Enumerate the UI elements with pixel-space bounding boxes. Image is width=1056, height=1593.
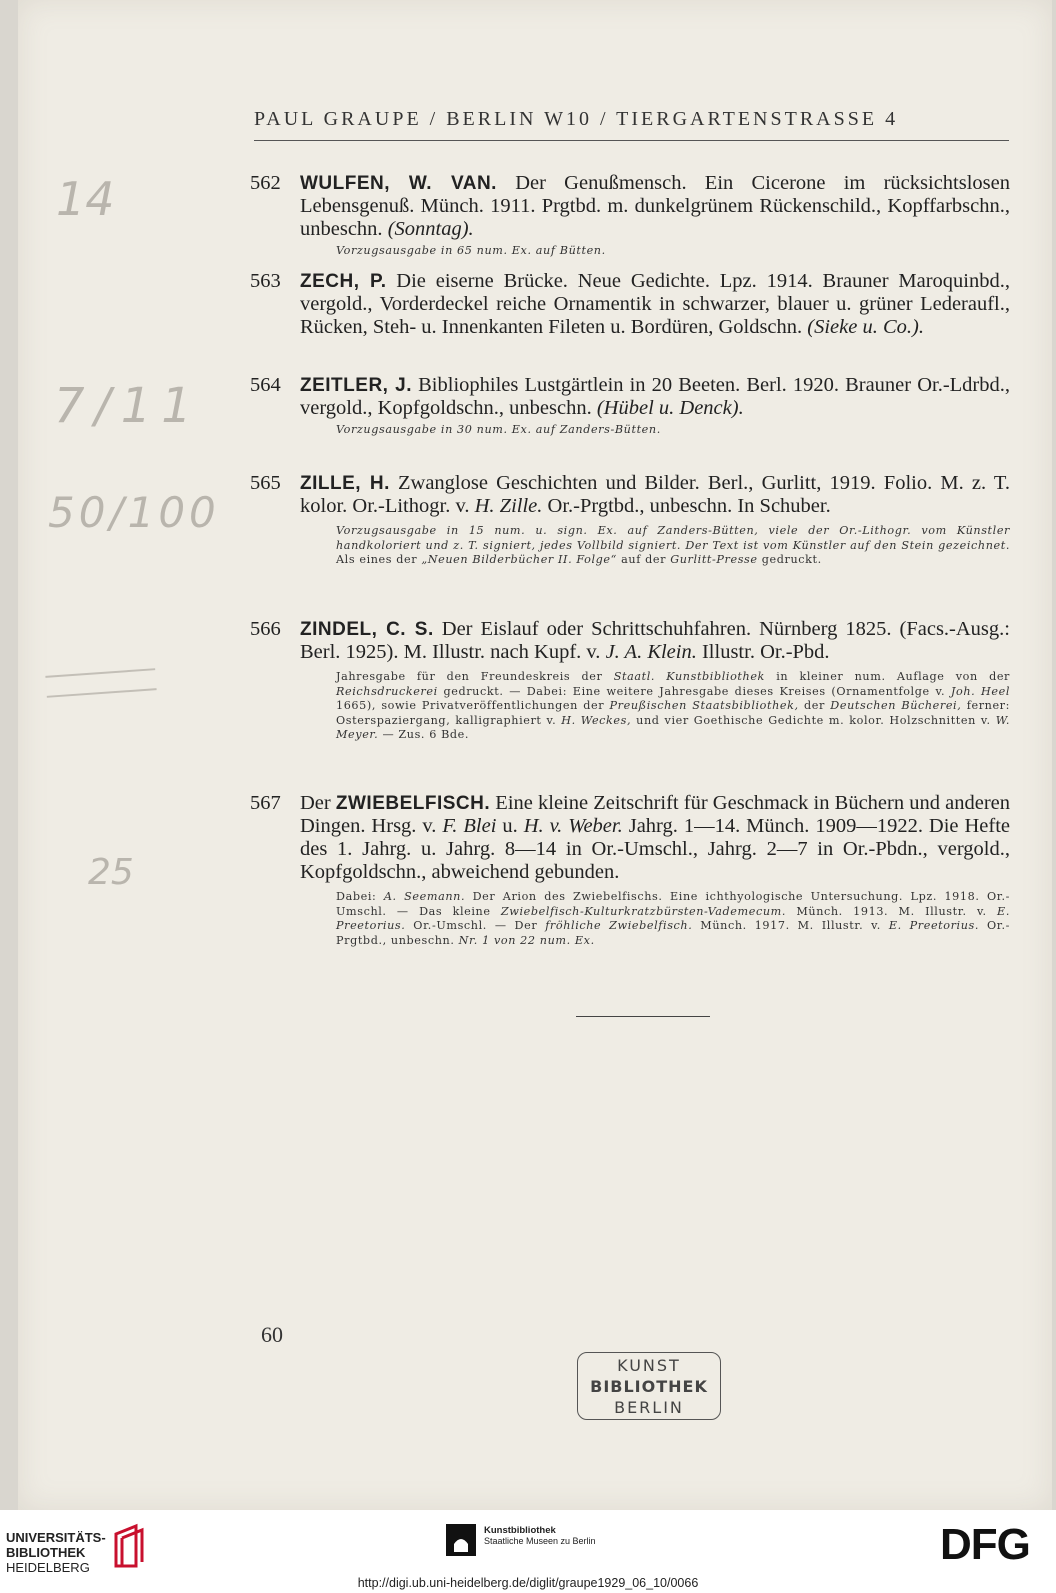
entry-number: 567 [250,792,281,814]
pencil-note-25: 25 [88,852,134,893]
entry-note: Vorzugsausgabe in 65 num. Ex. auf Bütten. [336,244,606,257]
entry-564 [250,374,1010,438]
entry-author: ZECH, P. [300,271,387,292]
pencil-note-7-11: 7/11 [54,378,202,434]
entry-565 [250,472,1010,568]
pencil-note-14: 14 [56,172,115,226]
catalog-page [18,0,1052,1510]
library-stamp: KUNST BIBLIOTHEK BERLIN [577,1352,721,1420]
entry-publisher: (Hübel u. Denck). [596,397,744,419]
entry-author: WULFEN, W. VAN. [300,173,497,194]
entry-text: 565 ZILLE, H. Zwanglose Geschichten und Bilder. Berl., Gurlitt, 1919. Folio. M. z. T. kolor. Or.-Lithogr. v. H. Zille. Or.-Prgtbd., unbeschn. In Schuber. [250,472,1010,517]
end-divider [576,1016,710,1017]
kunstbibliothek-text[interactable]: Kunstbibliothek Staatliche Museen zu Berlin [484,1525,596,1546]
kunstbibliothek-logo-icon [446,1524,476,1556]
entry-566 [250,618,1010,743]
entry-text: 566 ZINDEL, C. S. Der Eislauf oder Schrittschuhfahren. Nürnberg 1825. (Facs.-Ausg.: Berl. 1925). M. Illustr. nach Kupf. v. J. A. Klein. Illustr. Or.-Pbd. [250,618,1010,663]
entry-author: ZINDEL, C. S. [300,619,434,640]
entry-note: Vorzugsausgabe in 15 num. u. sign. Ex. auf Zanders-Bütten, viele der Or.-Lithogr. vom Künstler handkoloriert und z. T. signiert, jedes Vollbild signiert. Der Text ist vom Künstler auf den Stein gezeichnet. Als eines der „Neuen Bilderbücher II. Folge“ auf der Gurlitt-Presse gedruckt. [336,524,1010,566]
entry-number: 564 [250,374,281,396]
entry-author: ZILLE, H. [300,473,390,494]
ub-heidelberg-mark-icon [110,1520,146,1570]
footer-bar [0,1510,1056,1593]
entry-567 [250,792,1010,948]
entry-publisher: (Sonntag). [387,218,474,240]
dfg-logo[interactable]: DFG [940,1520,1030,1569]
entry-author: ZEITLER, J. [300,375,413,396]
entry-562 [250,172,1010,259]
pencil-strikethrough [45,668,156,698]
running-header: PAUL GRAUPE / BERLIN W10 / TIERGARTENSTRASSE 4 [254,108,1009,141]
entry-number: 562 [250,172,281,194]
entry-note: Vorzugsausgabe in 30 num. Ex. auf Zanders-Bütten. [336,423,661,436]
page-number: 60 [261,1322,283,1347]
entry-text: 562 WULFEN, W. VAN. Der Genußmensch. Ein Cicerone im rücksichtslosen Lebensgenuß. Münch. 1911. Prgtbd. m. dunkelgrünem Rückenschild., Kopffarbschn., unbeschn. (Sonntag). [250,172,1010,240]
entry-author: ZWIEBELFISCH. [335,793,491,814]
permalink-url[interactable]: http://digi.ub.uni-heidelberg.de/diglit/graupe1929_06_10/0066 [357,1576,699,1590]
entry-note: Dabei: A. Seemann. Der Arion des Zwiebelfischs. Eine ichthyologische Untersuchung. Lpz. 1918. Or.-Umschl. — Das kleine Zwiebelfisch-Kulturkratzbürsten-Vademecum. Münch. 1913. M. Illustr. v. E. Preetorius. Or.-Umschl. — Der fröhliche Zwiebelfisch. Münch. 1917. M. Illustr. v. E. Preetorius. Or.-Prgtbd., unbeschn. Nr. 1 von 22 num. Ex. [336,890,1010,947]
entry-563 [250,270,1010,339]
entry-text: 563 ZECH, P. Die eiserne Brücke. Neue Gedichte. Lpz. 1914. Brauner Maroquinbd., vergold., Vorderdeckel reiche Ornamentik in schwarzer, blauer u. grüner Lederaufl., Rücken, Steh- u. Innenkanten Fileten u. Bordüren, Goldschn. (Sieke u. Co.). [250,270,1010,338]
entry-number: 563 [250,270,281,292]
entry-number: 565 [250,472,281,494]
entry-number: 566 [250,618,281,640]
entry-text: 564 ZEITLER, J. Bibliophiles Lustgärtlein in 20 Beeten. Berl. 1920. Brauner Or.-Ldrbd., vergold., Kopfgoldschn., unbeschn. (Hübel u. Denck). [250,374,1011,419]
ub-heidelberg-logo[interactable]: UNIVERSITÄTS- BIBLIOTHEK HEIDELBERG [6,1530,106,1575]
entry-note: Jahresgabe für den Freundeskreis der Staatl. Kunstbibliothek in kleiner num. Auflage von der Reichsdruckerei gedruckt. — Dabei: Eine weitere Jahresgabe dieses Kreises (Ornamentfolge v. Joh. Heel 1665), sowie Privatveröffentlichungen der Preußischen Staatsbibliothek, der Deutschen Bücherei, ferner: Osterspaziergang, kalligraphiert v. H. Weckes, und vier Goethische Gedichte m. kolor. Holzschnitten v. W. Meyer. — Zus. 6 Bde. [336,670,1011,741]
entry-text: 567 Der ZWIEBELFISCH. Eine kleine Zeitschrift für Geschmack in Büchern und anderen Dingen. Hrsg. v. F. Blei u. H. v. Weber. Jahrg. 1—14. Münch. 1909—1922. Die Hefte des 1. Jahrg. u. Jahrg. 8—14 in Or.-Umschl., Jahrg. 2—7 in Or.-Pbdn., vergold., Kopfgoldschn., abweichend gebunden. [250,792,1011,883]
entry-publisher: (Sieke u. Co.). [807,316,924,338]
pencil-note-50-100: 50/100 [48,488,220,537]
